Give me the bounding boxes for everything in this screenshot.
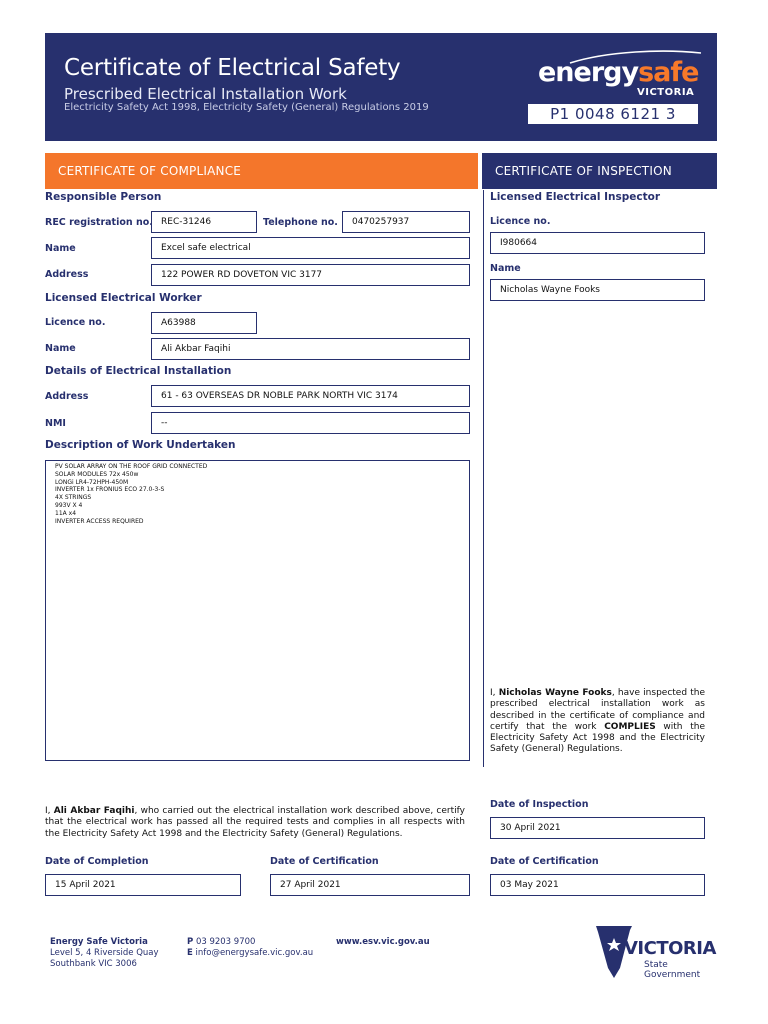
description-box — [45, 460, 470, 761]
responsible-name-field: Excel safe electrical — [151, 237, 470, 259]
description-line: 4X STRINGS — [55, 494, 92, 502]
inspector-declaration-name: Nicholas Wayne Fooks — [498, 688, 612, 698]
declaration-post: , who carried out the electrical installation work described above, certify that the electrical work has passed all the required tests and complies in all respects with the Electricity Safety Act 1998 and the Electricity Safety (General) Regulations. — [45, 806, 465, 839]
logo-word-safe: safe — [638, 57, 699, 88]
telephone-field: 0470257937 — [342, 211, 470, 233]
footer-address-line2: Southbank VIC 3006 — [50, 959, 137, 969]
state-government-text — [644, 960, 700, 980]
declaration-worker-name: Ali Akbar Faqihi — [53, 806, 135, 816]
description-heading: Description of Work Undertaken — [45, 439, 236, 451]
installation-address-label: Address — [45, 391, 89, 402]
completion-date-label: Date of Completion — [45, 856, 149, 867]
rec-label: REC registration no. — [45, 217, 153, 228]
complies-text: COMPLIES — [604, 721, 656, 732]
certificate-number: P1 0048 6121 3 — [528, 104, 698, 124]
footer-address-line1: Level 5, 4 Riverside Quay — [50, 948, 159, 958]
footer-address-block — [50, 937, 159, 970]
inspection-certification-date-field: 03 May 2021 — [490, 874, 705, 896]
government-text: Government — [644, 970, 701, 980]
inspector-licence-label: Licence no. — [490, 216, 551, 227]
completion-date-field: 15 April 2021 — [45, 874, 241, 896]
page-subtitle: Prescribed Electrical Installation Work — [64, 85, 347, 103]
description-line: 11A x4 — [55, 509, 77, 517]
page-title: Certificate of Electrical Safety — [64, 55, 401, 81]
installation-address-field: 61 - 63 OVERSEAS DR NOBLE PARK NORTH VIC 3174 — [151, 385, 470, 407]
inspector-name-field: Nicholas Wayne Fooks — [490, 279, 705, 301]
inspector-name-label: Name — [490, 263, 521, 274]
nmi-field: -- — [151, 412, 470, 434]
inspection-date-label: Date of Inspection — [490, 799, 589, 810]
responsible-address-field: 122 POWER RD DOVETON VIC 3177 — [151, 264, 470, 286]
email-prefix: E — [187, 948, 193, 958]
inspector-declaration-post: with the Electricity Safety Act 1998 and the Electricity Safety (General) Regulations. — [490, 721, 705, 755]
phone-prefix: P — [187, 937, 194, 947]
responsible-name-label: Name — [45, 243, 76, 254]
description-line: INVERTER ACCESS REQUIRED — [55, 517, 144, 525]
inspection-date-field: 30 April 2021 — [490, 817, 705, 839]
responsible-person-heading: Responsible Person — [45, 191, 162, 203]
worker-licence-label: Licence no. — [45, 317, 106, 328]
installation-heading: Details of Electrical Installation — [45, 365, 232, 377]
victoria-government-logo — [594, 924, 716, 984]
inspector-declaration-mid: , have inspected the prescribed electrical installation work as described in the certificate of compliance and certify that the work — [490, 688, 705, 732]
compliance-certification-date-label: Date of Certification — [270, 856, 379, 867]
inspector-heading: Licensed Electrical Inspector — [490, 191, 661, 203]
worker-name-field: Ali Akbar Faqihi — [151, 338, 470, 360]
responsible-address-label: Address — [45, 269, 89, 280]
worker-licence-field: A63988 — [151, 312, 257, 334]
worker-name-label: Name — [45, 343, 76, 354]
state-text: State — [644, 960, 668, 970]
telephone-label: Telephone no. — [263, 217, 338, 228]
worker-declaration — [45, 806, 465, 840]
compliance-band: CERTIFICATE OF COMPLIANCE — [45, 153, 478, 189]
energysafe-logo — [538, 51, 703, 101]
inspection-band: CERTIFICATE OF INSPECTION — [482, 153, 717, 189]
description-line: PV SOLAR ARRAY ON THE ROOF GRID CONNECTED — [55, 463, 208, 470]
logo-word-energy: energy — [538, 57, 639, 88]
worker-heading: Licensed Electrical Worker — [45, 292, 202, 304]
certificate-header — [45, 33, 717, 141]
victoria-wordmark: VICTORIA — [624, 938, 716, 959]
inspection-certification-date-label: Date of Certification — [490, 856, 599, 867]
description-line: INVERTER 1x FRONIUS ECO 27.0-3-S — [55, 486, 165, 494]
footer-website[interactable]: www.esv.vic.gov.au — [336, 937, 430, 947]
inspector-licence-field: I980664 — [490, 232, 705, 254]
logo-region: VICTORIA — [637, 87, 695, 98]
inspector-declaration-pre: I, — [490, 688, 499, 698]
footer-email[interactable]: info@energysafe.vic.gov.au — [195, 948, 314, 958]
rec-field: REC-31246 — [151, 211, 257, 233]
description-line: SOLAR MODULES 72x 450w — [55, 470, 139, 478]
footer-contact-block — [187, 937, 313, 959]
declaration-pre: I, — [45, 806, 54, 816]
compliance-certification-date-field: 27 April 2021 — [270, 874, 470, 896]
inspector-declaration — [490, 688, 705, 756]
nmi-label: NMI — [45, 418, 66, 429]
footer-org: Energy Safe Victoria — [50, 937, 148, 947]
legislation-text: Electricity Safety Act 1998, Electricity Safety (General) Regulations 2019 — [64, 102, 429, 113]
description-line: LONGi LR4-72HPH-450M — [55, 478, 129, 486]
footer-phone[interactable]: 03 9203 9700 — [195, 937, 256, 947]
description-line: 993V X 4 — [55, 501, 83, 509]
logo-wordmark — [538, 57, 698, 88]
column-divider — [483, 190, 484, 767]
